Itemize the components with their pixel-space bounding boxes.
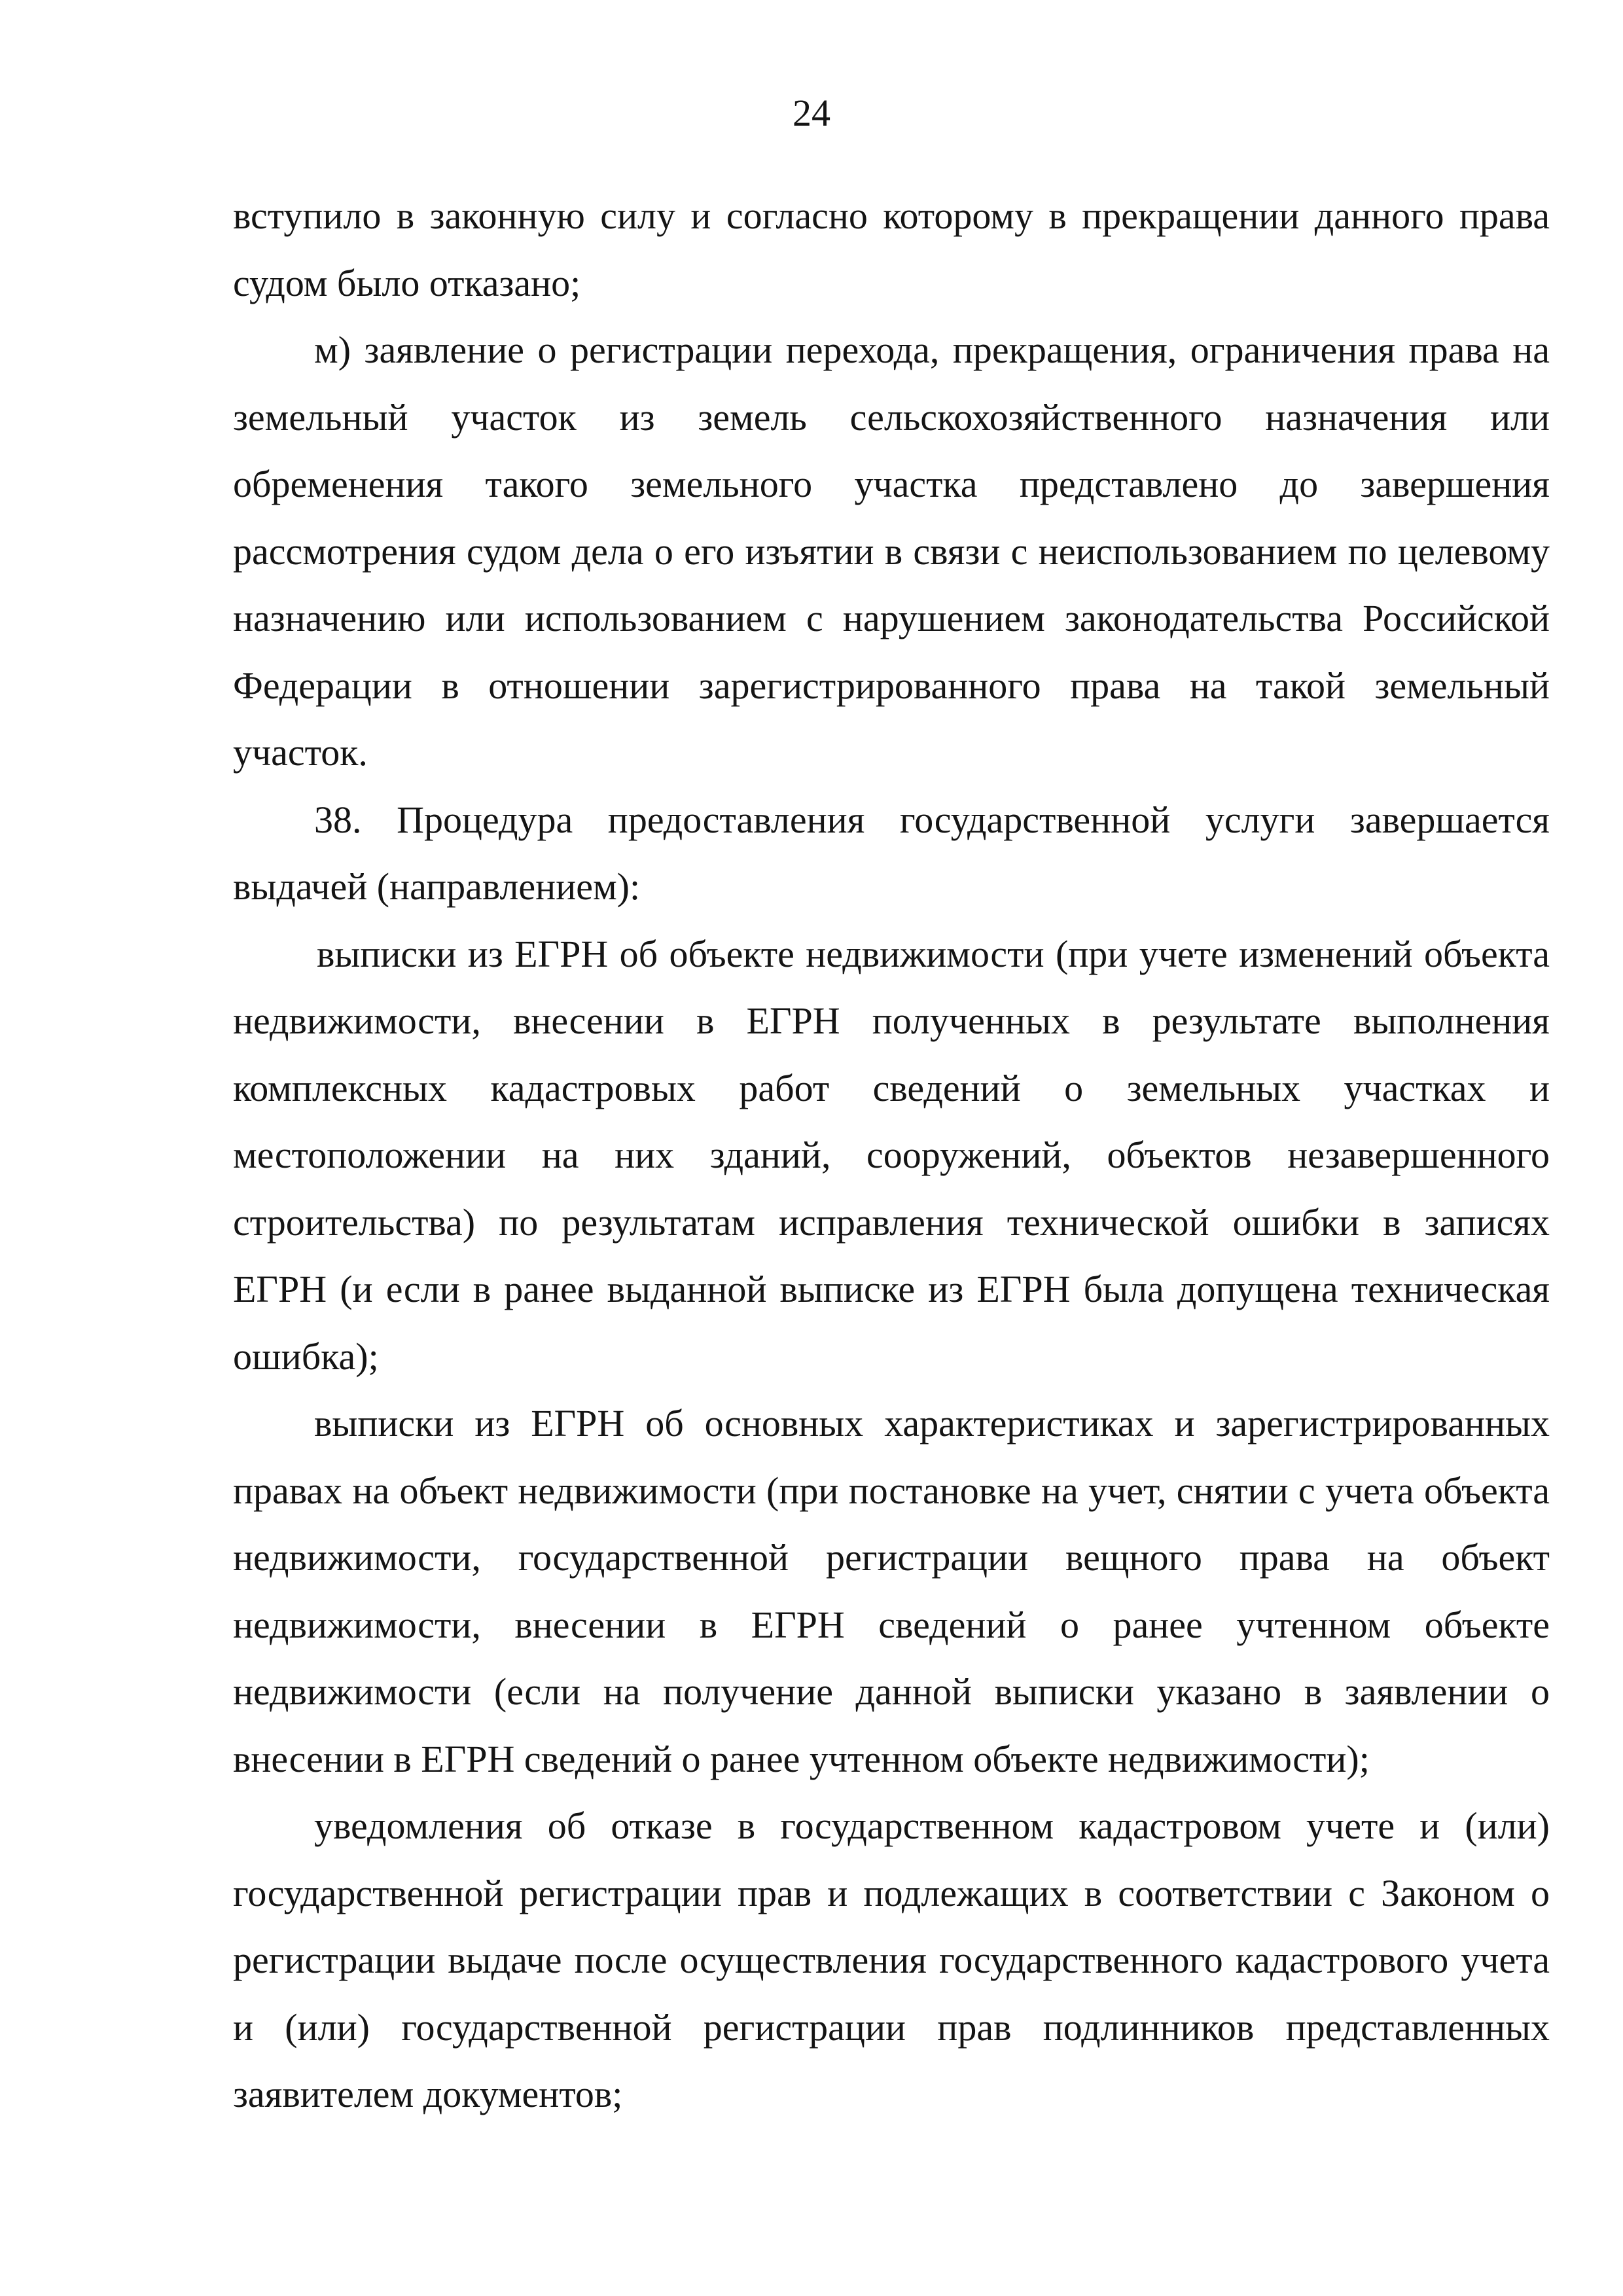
paragraph-continuation: вступило в законную силу и согласно которому в прекращении данного права судом было отказано; (233, 194, 1550, 304)
paragraph-item-m: м) заявление о регистрации перехода, прекращения, ограничения права на земельный участок из земель сельскохозяйственного назначения или обременения такого земельного участка представлено до завершения рассмотрения судом дела о его изъятии в связи с неиспользованием по целевому назначению или использованием с нарушением законодательства Российской Федерации в отношении зарегистрированного права на такой земельный участок. (233, 329, 1550, 774)
list-item-egrn-main-characteristics: выписки из ЕГРН об основных характеристиках и зарегистрированных правах на объект недвижимости (при постановке на учет, снятии с учета объекта недвижимости, государственной регистрации вещного права на объект недвижимости, внесении в ЕГРН сведений о ранее учтенном объекте недвижимости (если на получение данной выписки указано в заявлении о внесении в ЕГРН сведений о ранее учтенном объекте недвижимости); (233, 1402, 1550, 1780)
list-item-egrn-extract: выписки из ЕГРН об объекте недвижимости (при учете изменений объекта недвижимости, внесении в ЕГРН полученных в результате выполнения комплексных кадастровых работ сведений о земельных участках и местоположении на них зданий, сооружений, объектов незавершенного строительства) по результатам исправления технической ошибки в записях ЕГРН (и если в ранее выданной выписке из ЕГРН была допущена техническая ошибка); (233, 932, 1550, 1378)
document-body (233, 183, 1550, 2128)
list-item-refusal-notice: уведомления об отказе в государственном кадастровом учете и (или) государственной регистрации прав и подлежащих в соответствии с Законом о регистрации выдаче после осуществления государственного кадастрового учета и (или) государственной регистрации прав подлинников представленных заявителем документов; (233, 1804, 1550, 2115)
paragraph-38: 38. Процедура предоставления государственной услуги завершается выдачей (направлением): (233, 798, 1550, 908)
page-number: 24 (793, 92, 830, 134)
